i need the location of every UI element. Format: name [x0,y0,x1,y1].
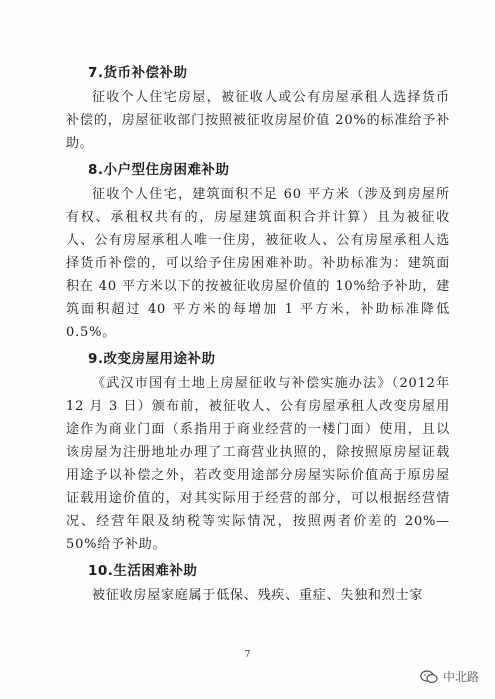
page-number: 7 [244,650,251,660]
section-10 [66,560,450,607]
document-body [66,62,450,611]
section-heading: 10.生活困难补助 [88,563,198,579]
section-9 [66,348,450,556]
section-8 [66,159,450,344]
section-paragraph: 《武汉市国有土地上房屋征收与补偿实施办法》（2012年 12 月 3 日）颁布前，被征收人、公有房屋承租人改变房屋用途作为商业门面（系指用于商业经营的一楼门面）使用，且以该房屋为注册地址办理了工商营业执照的，除按照原房屋证载用途予以补偿之外，若改变用途部分房屋实际价值高于原房屋证载用途价值的，对其实际用于经营的部分，可以根据经营情况、经营年限及纳税等实际情况，按照两者价差的 20%—50%给予补助。 [66,376,450,552]
section-heading: 8.小户型住房困难补助 [88,162,230,178]
section-7 [66,62,450,155]
section-heading: 7.货币补偿补助 [88,65,188,81]
watermark-text: 中北路 [442,670,479,684]
section-heading: 9.改变房屋用途补助 [88,351,216,367]
wechat-icon [420,670,438,684]
section-paragraph: 被征收房屋家庭属于低保、残疾、重症、失独和烈士家 [92,588,424,603]
section-paragraph: 征收个人住宅房屋，被征收人或公有房屋承租人选择货币补偿的，房屋征收部门按照被征收房屋价值 20%的标准给予补助。 [66,90,450,151]
watermark [420,668,479,685]
section-paragraph: 征收个人住宅，建筑面积不足 60 平方米（涉及到房屋所有权、承租权共有的，房屋建筑面积合并计算）且为被征收人、公有房屋承租人唯一住房，被征收人、公有房屋承租人选择货币补偿的，可以给予住房困难补助。补助标准为：建筑面积在 40 平方米以下的按被征收房屋价值的 10%给予补助，建筑面积超过 40 平方米的每增加 1 平方米，补助标准降低 0.5%。 [66,187,450,340]
